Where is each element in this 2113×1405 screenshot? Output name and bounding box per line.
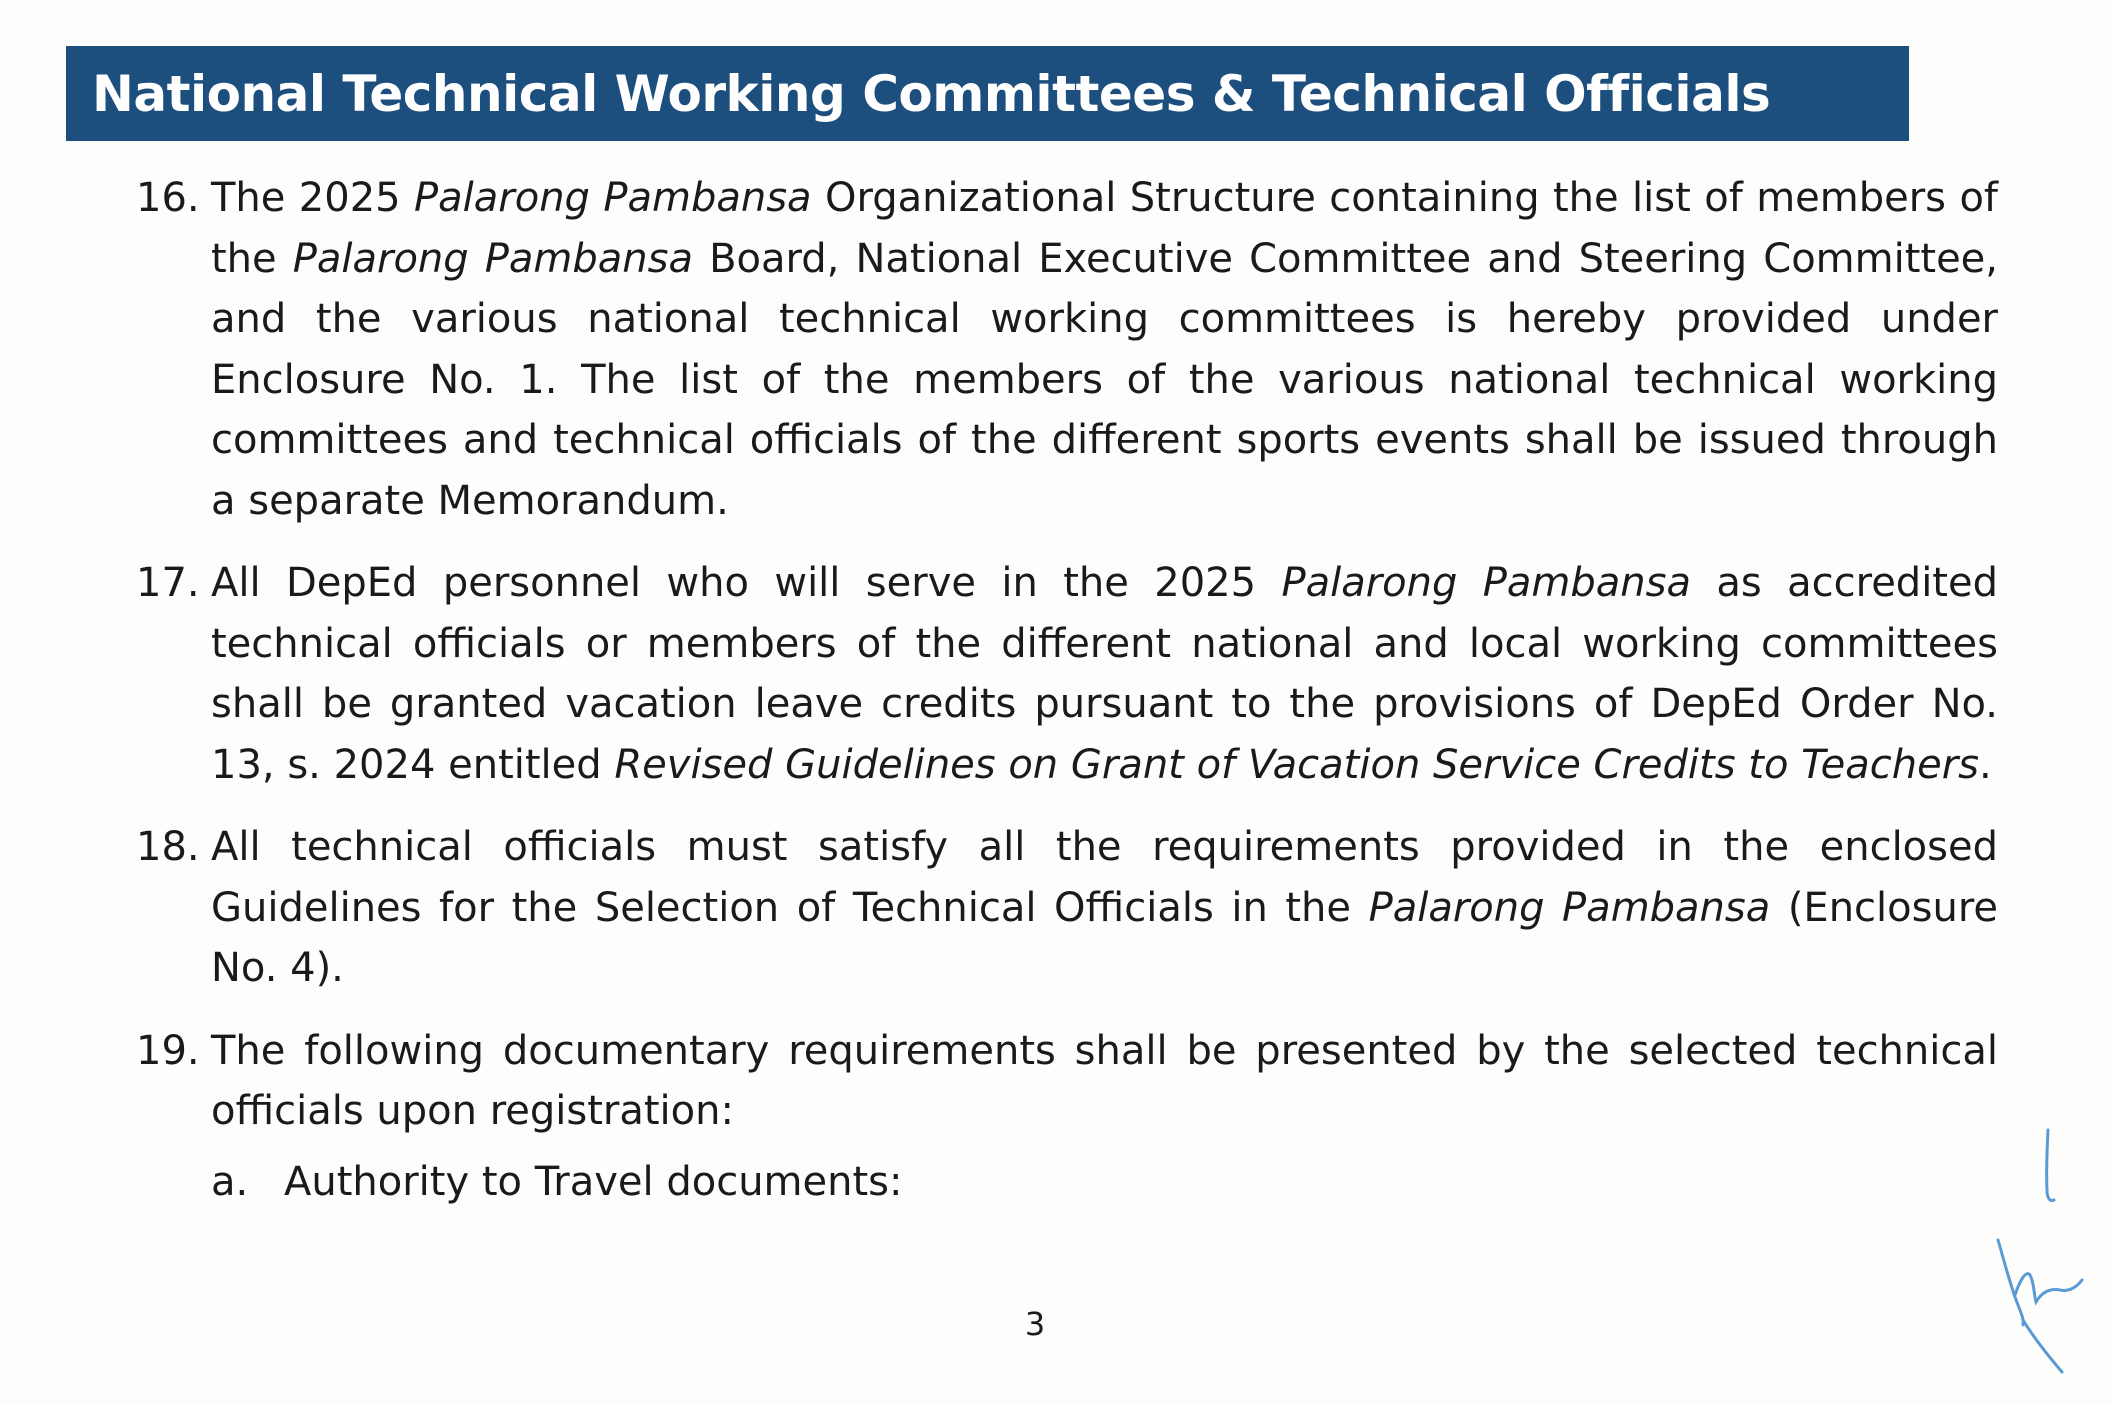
section-title: National Technical Working Committees & Technical Officials bbox=[92, 64, 1771, 123]
paragraph-text bbox=[211, 817, 1998, 999]
text-run: All DepEd personnel who will serve in the 2025 bbox=[211, 560, 1282, 606]
paragraph-number: 18. bbox=[136, 824, 200, 870]
italic-text-run: Revised Guidelines on Grant of Vacation Service Credits to Teachers bbox=[614, 741, 1979, 788]
page-number: 3 bbox=[1024, 1305, 1046, 1343]
italic-text-run: Palarong Pambansa bbox=[292, 235, 693, 282]
text-run: The 2025 bbox=[211, 175, 415, 221]
paragraph-number: 17. bbox=[136, 560, 200, 606]
paragraph-19 bbox=[136, 1021, 1998, 1142]
paragraph-18 bbox=[136, 817, 1998, 999]
subitem-text: Authority to Travel documents: bbox=[284, 1158, 903, 1205]
paragraph-16 bbox=[136, 168, 1998, 531]
section-header-bar bbox=[66, 46, 1909, 141]
italic-text-run: Palarong Pambansa bbox=[1281, 560, 1691, 606]
paragraph-number: 19. bbox=[136, 1027, 200, 1074]
text-run: The following documentary requirements shall be presented by the selected technical officials upon registration: bbox=[211, 1027, 1998, 1134]
text-run: All technical officials must satisfy all the requirements provided in the enclosed Guidelines for the Selection of Technical Officials in the bbox=[211, 824, 1998, 931]
numbered-paragraph-list bbox=[136, 168, 1998, 1212]
paragraph-number: 16. bbox=[136, 175, 200, 221]
text-run: . bbox=[1979, 741, 1992, 788]
italic-text-run: Palarong Pambansa bbox=[1368, 884, 1771, 931]
subitem-letter: a. bbox=[211, 1158, 249, 1205]
handwritten-signature-icon bbox=[1990, 1120, 2100, 1380]
paragraph-17 bbox=[136, 553, 1998, 795]
paragraph-text bbox=[211, 1021, 1998, 1142]
text-run: Board, National Executive Committee and Steering Committee, and the various national technical working committees is hereby provided under Enclosure No. 1. The list of the members of the various national technical working committees and technical officials of the different sports events shall be issued through a separate Memorandum. bbox=[211, 235, 1999, 524]
paragraph-text bbox=[211, 168, 1998, 531]
text-run: Organizational Structure containing the list of members of the bbox=[211, 175, 1998, 282]
text-run: as accredited technical officials or members of the different national and local working committees shall be granted vacation leave credits pursuant to the provisions of DepEd Order No. 13, s. 2024 entitled bbox=[211, 560, 1998, 788]
text-run: (Enclosure No. 4). bbox=[211, 884, 1999, 991]
italic-text-run: Palarong Pambansa bbox=[414, 175, 812, 221]
subitem-a bbox=[136, 1152, 1998, 1213]
paragraph-text bbox=[211, 553, 1998, 795]
